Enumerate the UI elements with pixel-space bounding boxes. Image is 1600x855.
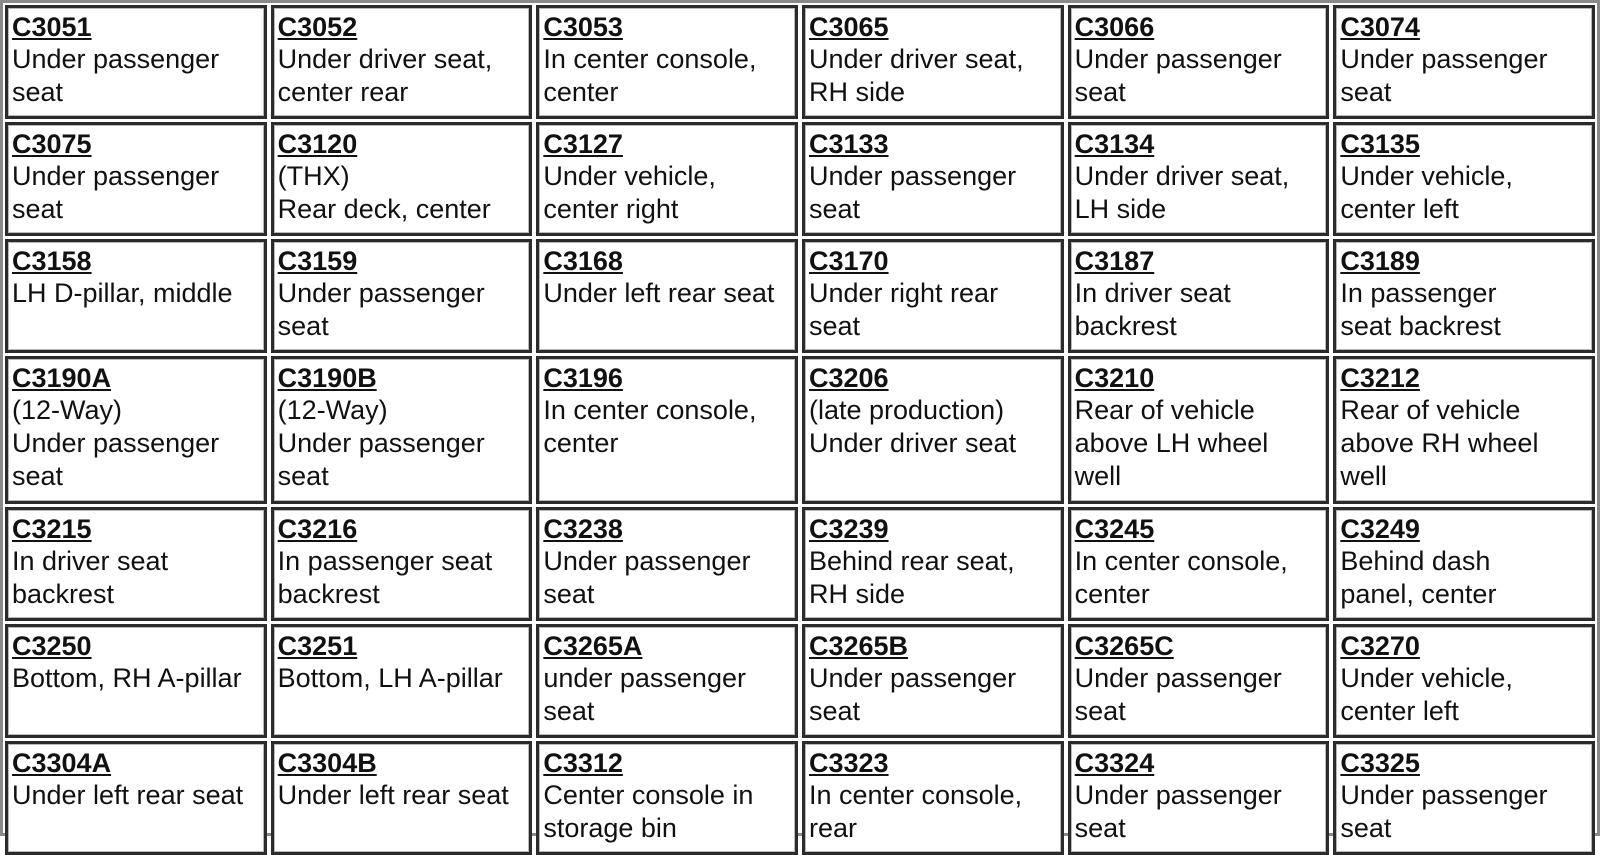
connector-code-link[interactable]: C3304A xyxy=(12,748,112,778)
connector-code-link[interactable]: C3066 xyxy=(1074,12,1155,42)
location-text: Under driver seat, xyxy=(808,44,1024,74)
location-text: Under passenger xyxy=(808,161,1017,191)
location-text: seat xyxy=(543,579,595,609)
location-text: center right xyxy=(543,194,679,224)
table-cell xyxy=(271,624,533,738)
connector-code-link[interactable]: C3304B xyxy=(277,748,377,778)
table-cell xyxy=(271,507,533,621)
location-text: Under vehicle, xyxy=(543,161,716,191)
location-text: seat xyxy=(277,461,329,491)
location-text: storage bin xyxy=(543,813,677,843)
connector-code-link[interactable]: C3074 xyxy=(1340,12,1420,42)
location-text: Center console in xyxy=(543,780,754,810)
location-text: In driver seat xyxy=(1074,278,1231,308)
location-text: Under passenger xyxy=(1074,663,1282,693)
connector-code-link[interactable]: C3265A xyxy=(543,631,643,661)
connector-code-link[interactable]: C3312 xyxy=(543,748,623,778)
table-cell xyxy=(536,122,798,236)
location-text: Under vehicle, xyxy=(1340,663,1513,693)
location-text: Under left rear seat xyxy=(277,780,509,810)
connector-code-link[interactable]: C3120 xyxy=(277,129,358,159)
location-text: Bottom, RH A-pillar xyxy=(12,663,242,693)
connector-code-link[interactable]: C3190B xyxy=(277,363,377,393)
connector-code-link[interactable]: C3158 xyxy=(12,246,92,276)
table-cell xyxy=(271,122,533,236)
connector-code-link[interactable]: C3265C xyxy=(1074,631,1174,661)
connector-code-link[interactable]: C3206 xyxy=(808,363,889,393)
table-cell xyxy=(5,239,267,353)
table-cell xyxy=(271,239,533,353)
table-cell xyxy=(1333,507,1595,621)
table-cell xyxy=(271,356,533,504)
connector-code-link[interactable]: C3212 xyxy=(1340,363,1420,393)
table-cell xyxy=(802,122,1064,236)
location-text: Rear deck, center xyxy=(277,194,491,224)
connector-code-link[interactable]: C3245 xyxy=(1074,514,1155,544)
table-cell xyxy=(1333,741,1595,855)
location-text: center left xyxy=(1340,194,1459,224)
location-text: seat xyxy=(12,77,64,107)
connector-code-link[interactable]: C3187 xyxy=(1074,246,1155,276)
location-text: (THX) xyxy=(277,161,350,191)
location-text: seat xyxy=(1074,696,1126,726)
table-cell xyxy=(1068,624,1330,738)
location-text: In passenger xyxy=(1340,278,1497,308)
location-text: Under driver seat, xyxy=(1074,161,1290,191)
table-cell xyxy=(1068,239,1330,353)
location-text: Under passenger xyxy=(12,161,220,191)
location-text: center xyxy=(543,77,619,107)
connector-code-link[interactable]: C3189 xyxy=(1340,246,1420,276)
table-cell xyxy=(1333,356,1595,504)
location-text: Under passenger xyxy=(1074,780,1282,810)
location-text: seat xyxy=(543,696,595,726)
location-text: center rear xyxy=(277,77,409,107)
location-text: seat xyxy=(808,194,861,224)
location-text: backrest xyxy=(277,579,380,609)
table-cell xyxy=(1068,356,1330,504)
location-text: center left xyxy=(1340,696,1459,726)
location-text: In center console, xyxy=(1074,546,1288,576)
connector-code-link[interactable]: C3127 xyxy=(543,129,623,159)
location-text: In center console, xyxy=(543,395,757,425)
location-text: In center console, xyxy=(543,44,757,74)
connector-code-link[interactable]: C3075 xyxy=(12,129,92,159)
location-text: center xyxy=(543,428,619,458)
location-text: well xyxy=(1074,461,1122,491)
location-text: seat xyxy=(12,461,64,491)
connector-code-link[interactable]: C3216 xyxy=(277,514,358,544)
location-text: above RH wheel xyxy=(1340,428,1539,458)
location-text: Under passenger xyxy=(12,428,220,458)
location-text: center xyxy=(1074,579,1150,609)
table-cell xyxy=(5,5,267,119)
location-text: Under passenger xyxy=(277,428,485,458)
location-text: seat backrest xyxy=(1340,311,1501,341)
location-text: (12-Way) xyxy=(12,395,123,425)
connector-code-link[interactable]: C3133 xyxy=(808,129,889,159)
location-text: Rear of vehicle xyxy=(1074,395,1255,425)
table-cell xyxy=(1333,624,1595,738)
location-text: Under passenger xyxy=(1340,44,1548,74)
location-text: Under right rear xyxy=(808,278,999,308)
connector-code-link[interactable]: C3215 xyxy=(12,514,92,544)
location-text: Under passenger xyxy=(543,546,751,576)
table-cell xyxy=(536,507,798,621)
location-text: seat xyxy=(808,696,861,726)
connector-code-link[interactable]: C3249 xyxy=(1340,514,1420,544)
location-text: Under passenger xyxy=(1074,44,1282,74)
location-text: In passenger seat xyxy=(277,546,493,576)
table-cell xyxy=(802,356,1064,504)
table-cell xyxy=(1068,122,1330,236)
connector-code-link[interactable]: C3239 xyxy=(808,514,889,544)
connector-code-link[interactable]: C3053 xyxy=(543,12,623,42)
location-text: under passenger xyxy=(543,663,746,693)
table-cell xyxy=(536,239,798,353)
location-text: seat xyxy=(1074,813,1126,843)
connector-code-link[interactable]: C3170 xyxy=(808,246,889,276)
connector-code-link[interactable]: C3238 xyxy=(543,514,623,544)
table-cell xyxy=(5,507,267,621)
location-text: seat xyxy=(1340,813,1392,843)
location-text: RH side xyxy=(808,77,906,107)
table-cell xyxy=(536,5,798,119)
location-text: Under passenger xyxy=(808,663,1017,693)
connector-code-link[interactable]: C3270 xyxy=(1340,631,1420,661)
table-cell xyxy=(536,741,798,855)
table-cell xyxy=(1068,5,1330,119)
table-cell xyxy=(5,741,267,855)
location-text: seat xyxy=(808,311,861,341)
location-text: rear xyxy=(808,813,857,843)
location-text: RH side xyxy=(808,579,906,609)
connector-code-link[interactable]: C3051 xyxy=(12,12,92,42)
location-text: Rear of vehicle xyxy=(1340,395,1521,425)
location-text: Under passenger xyxy=(12,44,220,74)
connector-code-link[interactable]: C3210 xyxy=(1074,363,1155,393)
table-cell xyxy=(802,5,1064,119)
location-text: backrest xyxy=(12,579,115,609)
location-text: Under left rear seat xyxy=(12,780,244,810)
location-text: Under left rear seat xyxy=(543,278,775,308)
location-text: Under driver seat, xyxy=(277,44,493,74)
location-text: LH side xyxy=(1074,194,1167,224)
connector-code-link[interactable]: C3196 xyxy=(543,363,623,393)
connector-code-link[interactable]: C3135 xyxy=(1340,129,1420,159)
location-text: Under passenger xyxy=(277,278,485,308)
connector-code-link[interactable]: C3159 xyxy=(277,246,358,276)
table-cell xyxy=(1333,5,1595,119)
connector-code-link[interactable]: C3052 xyxy=(277,12,358,42)
location-text: well xyxy=(1340,461,1387,491)
location-text: above LH wheel xyxy=(1074,428,1269,458)
location-text: (12-Way) xyxy=(277,395,388,425)
location-text: panel, center xyxy=(1340,579,1497,609)
table-cell xyxy=(1068,741,1330,855)
connector-code-link[interactable]: C3134 xyxy=(1074,129,1155,159)
connector-code-link[interactable]: C3325 xyxy=(1340,748,1420,778)
location-text: Under passenger xyxy=(1340,780,1548,810)
location-text: Under vehicle, xyxy=(1340,161,1513,191)
table-cell xyxy=(802,624,1064,738)
location-text: Behind dash xyxy=(1340,546,1491,576)
location-text: seat xyxy=(277,311,329,341)
location-text: Behind rear seat, xyxy=(808,546,1015,576)
location-text: seat xyxy=(1340,77,1392,107)
connector-code-link[interactable]: C3323 xyxy=(808,748,889,778)
location-text: LH D-pillar, middle xyxy=(12,278,233,308)
connector-code-link[interactable]: C3324 xyxy=(1074,748,1155,778)
table-cell xyxy=(802,239,1064,353)
connector-code-link[interactable]: C3265B xyxy=(808,631,909,661)
location-text: Under driver seat xyxy=(808,428,1017,458)
table-cell xyxy=(5,356,267,504)
connector-code-link[interactable]: C3190A xyxy=(12,363,112,393)
connector-code-link[interactable]: C3168 xyxy=(543,246,623,276)
table-cell xyxy=(1068,507,1330,621)
table-cell xyxy=(271,741,533,855)
table-cell xyxy=(1333,239,1595,353)
location-text: (late production) xyxy=(808,395,1005,425)
connector-code-link[interactable]: C3065 xyxy=(808,12,889,42)
location-text: In center console, xyxy=(808,780,1023,810)
table-cell xyxy=(536,356,798,504)
table-cell xyxy=(1333,122,1595,236)
table-cell xyxy=(802,741,1064,855)
table-cell xyxy=(536,624,798,738)
connector-code-link[interactable]: C3251 xyxy=(277,631,358,661)
table-cell xyxy=(5,624,267,738)
location-text: In driver seat xyxy=(12,546,169,576)
location-text: backrest xyxy=(1074,311,1177,341)
location-text: seat xyxy=(1074,77,1126,107)
table-cell xyxy=(802,507,1064,621)
connector-code-link[interactable]: C3250 xyxy=(12,631,92,661)
table-cell xyxy=(5,122,267,236)
location-text: seat xyxy=(12,194,64,224)
location-text: Bottom, LH A-pillar xyxy=(277,663,503,693)
table-cell xyxy=(271,5,533,119)
